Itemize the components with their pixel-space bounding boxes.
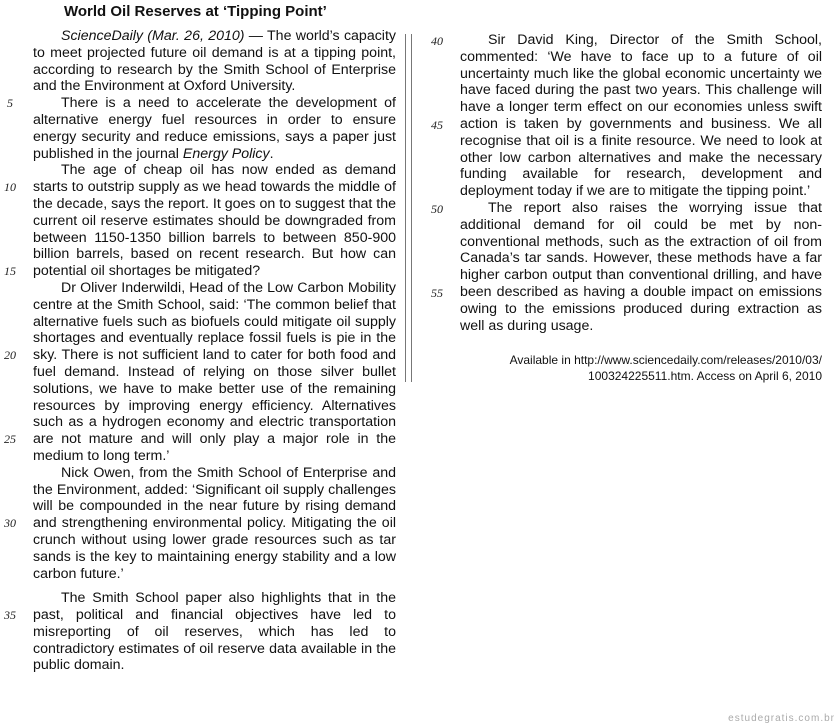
- paragraph: There is a need to accelerate the development of alternative energy fuel resources in order to ensure energy security and reduce emissions, says a paper just published in the journal Energy Policy.: [33, 95, 396, 162]
- line-number-40: 40: [431, 34, 443, 48]
- line-number-45: 45: [431, 118, 443, 132]
- left-column: [33, 28, 396, 674]
- paragraph: ScienceDaily (Mar. 26, 2010) — The world’s capacity to meet projected future oil demand is at a tipping point, according to research by the Smith School of Enterprise and the Environment at Oxford University.: [33, 28, 396, 95]
- line-number-25: 25: [4, 432, 16, 446]
- column-divider: [405, 34, 413, 382]
- line-number-55: 55: [431, 286, 443, 300]
- journal-name: Energy Policy: [182, 145, 270, 162]
- watermark: estudegratis.com.br: [728, 713, 835, 724]
- paragraph: The age of cheap oil has now ended as demand starts to outstrip supply as we head towards the middle of the decade, says the report. It goes on to suggest that the current oil reserve estimates should be downgraded from between 1150-1350 billion barrels to between 850-900 billion barrels, based on recent research. But how can potential oil shortages be mitigated?: [33, 162, 396, 280]
- paragraph: The report also raises the worrying issue that additional demand for oil could be met by non-conventional methods, such as the extraction of oil from Canada’s tar sands. However, these methods have a far higher carbon output than conventional drilling, and have been described as having a double impact on emissions owing to the emissions produced during extraction as well as during usage.: [460, 199, 822, 334]
- right-column: [460, 32, 822, 334]
- line-number-50: 50: [431, 202, 443, 216]
- source-dateline: ScienceDaily (Mar. 26, 2010): [61, 28, 245, 44]
- paragraph: Nick Owen, from the Smith School of Enterprise and the Environment, added: ‘Significant oil supply challenges will be compounded in the near future by rising demand and strengthening environmental policy. Mitigating the oil crunch without using lower grade resources such as tar sands is the key to maintaining energy stability and a low carbon future.’: [33, 464, 396, 582]
- line-number-20: 20: [4, 348, 16, 362]
- line-number-15: 15: [4, 264, 16, 278]
- paragraph: The Smith School paper also highlights that in the past, political and financial objectives have led to misreporting of oil reserves, which has led to contradictory estimates of oil reserve data available in the public domain.: [33, 590, 396, 674]
- article-title: World Oil Reserves at ‘Tipping Point’: [64, 3, 327, 20]
- paragraph: Dr Oliver Inderwildi, Head of the Low Carbon Mobility centre at the Smith School, said: ‘The common belief that alternative fuels such as biofuels could mitigate oil supply shortages and eventually replace fossil fuels is pie in the sky. There is not sufficient land to cater for both food and fuel demand. Instead of relying on those silver bullet solutions, we have to make better use of the remaining resources by improving energy efficiency. Alternatives such as a hydrogen economy and electric transportation are not mature and will only play a major role in the medium to long term.’: [33, 279, 396, 464]
- line-number-35: 35: [4, 608, 16, 622]
- source-note: [460, 352, 822, 384]
- line-number-30: 30: [4, 516, 16, 530]
- source-access-line: 100324225511.htm. Access on April 6, 2010: [588, 369, 822, 383]
- paragraph: Sir David King, Director of the Smith School, commented: ‘We have to face up to a future of oil uncertainty much like the global economic uncertainty we have faced during the past two years. This challenge will have a longer term effect on our economies unless swift action is taken by governments and business. We all recognise that oil is a finite resource. We need to look at other low carbon alternatives and make the necessary funding available for research, development and deployment today if we are to mitigate the tipping point.’: [460, 32, 822, 200]
- line-number-5: 5: [7, 96, 13, 110]
- line-number-10: 10: [4, 180, 16, 194]
- source-url-line: Available in http://www.sciencedaily.com/releases/2010/03/: [509, 353, 822, 367]
